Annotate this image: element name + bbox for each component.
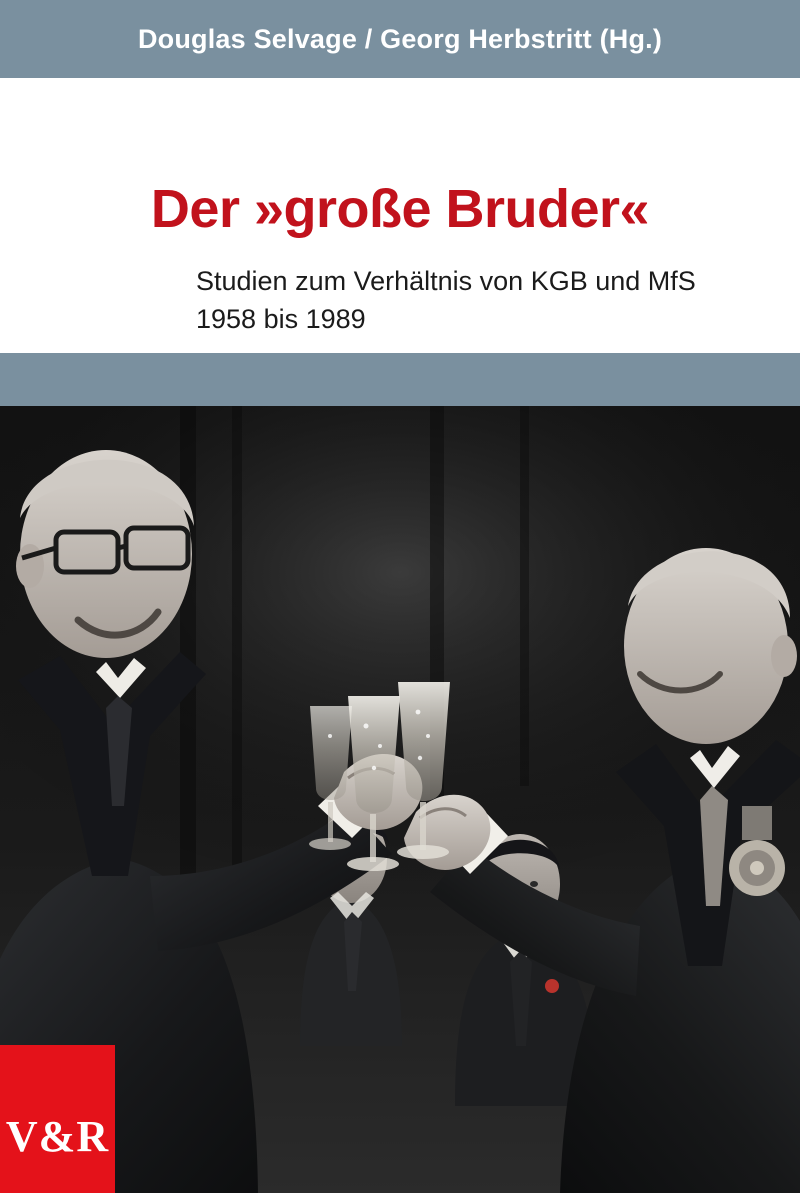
title-area	[0, 78, 800, 353]
book-title: Der »große Bruder«	[150, 179, 650, 239]
publisher-logo-text: V&R	[5, 1112, 110, 1161]
lower-band	[0, 353, 800, 406]
publisher-logo	[0, 1045, 115, 1193]
book-subtitle	[196, 262, 756, 339]
editor-band	[0, 0, 800, 78]
cover-photograph	[0, 406, 800, 1193]
subtitle-line-2: 1958 bis 1989	[196, 304, 366, 335]
editors-line: Douglas Selvage / Georg Herbstritt (Hg.)	[137, 23, 663, 54]
subtitle-line-1: Studien zum Verhältnis von KGB und MfS	[196, 266, 696, 296]
